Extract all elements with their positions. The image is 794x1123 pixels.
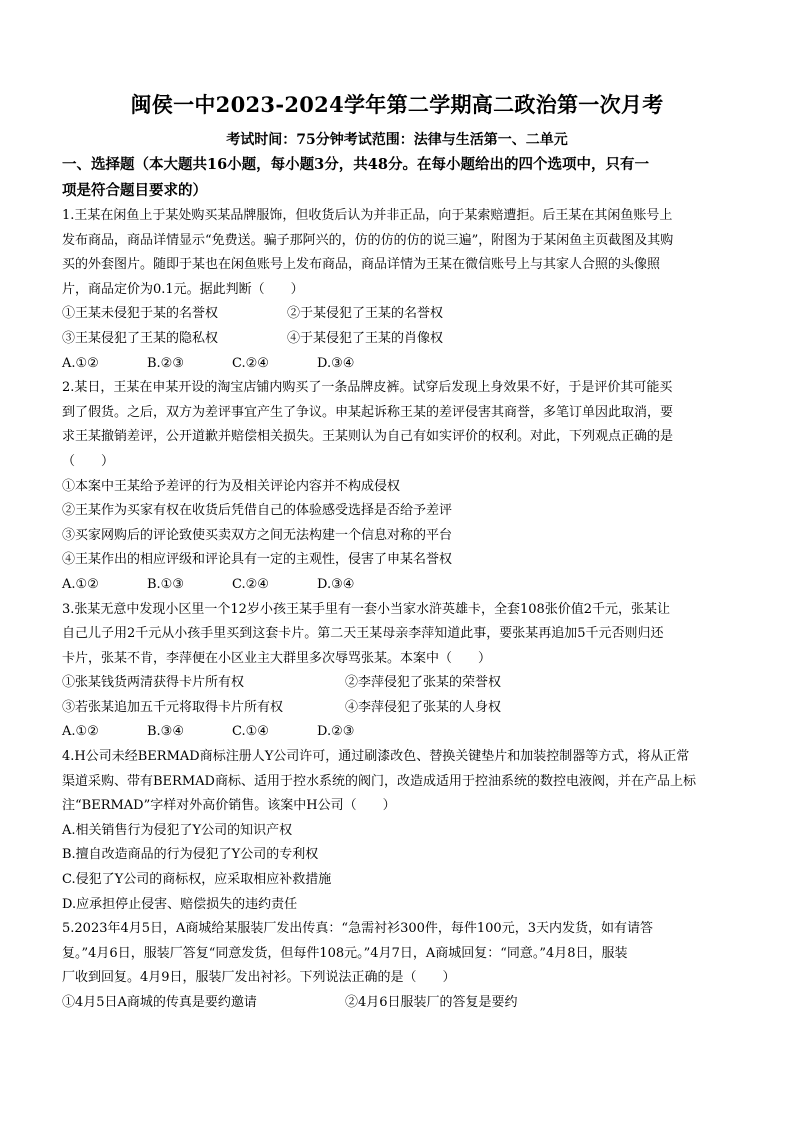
exam-info: 考试时间：75分钟考试范围：法律与生活第一、二单元	[226, 132, 568, 148]
answer-choice: C.①④	[232, 724, 269, 740]
statement-option: ③若张某追加五千元将取得卡片所有权	[62, 699, 284, 715]
statement-option: ④于某侵犯了王某的肖像权	[287, 330, 444, 346]
statement-row	[62, 671, 742, 696]
answer-choice: A.相关销售行为侵犯了Y公司的知识产权	[62, 822, 293, 838]
exam-content	[62, 152, 742, 1016]
statement-option: ①张某钱货两清获得卡片所有权	[62, 675, 245, 691]
question-line: 自己儿子用2千元从小孩手里买到这套卡片。第二天王某母亲李萍知道此事，要张某再追加5千元否则归还	[62, 626, 664, 642]
question-line: 5.2023年4月5日，A商城给某服装厂发出传真：“急需衬衫300件，每件100元，3天内发货，如有请答	[62, 921, 653, 937]
section-heading	[62, 152, 742, 204]
question-line: 1.王某在闲鱼上于某处购买某品牌服饰，但收货后认为并非正品，向于某索赔遭拒。后王某在其闲鱼账号上	[62, 208, 673, 223]
statement-row	[62, 991, 742, 1016]
statement-option: ③王某侵犯了王某的隐私权	[62, 330, 219, 346]
answer-choice: B.①③	[147, 576, 184, 592]
section-heading-line: 一、选择题（本大题共16小题，每小题3分，共48分。在每小题给出的四个选项中，只有一	[62, 156, 649, 173]
answer-choice: A.①②	[62, 724, 99, 740]
question-line: 卡片，张某不肯，李萍便在小区业主大群里多次辱骂张某。本案中（ ）	[62, 650, 492, 666]
statement-option: ②于某侵犯了王某的名誉权	[287, 306, 444, 322]
question-line: 复。”4月6日，服装厂答复“同意发货，但每件108元。”4月7日，A商城回复：“同意。”4月8日，服装	[62, 945, 628, 961]
statement-row	[62, 696, 742, 721]
question-line: 到了假货。之后，双方为差评事宜产生了争议。申某起诉称王某的差评侵害其商誉，多笔订单因此取消，要	[62, 404, 674, 420]
answer-choices	[62, 352, 742, 377]
statement-row	[62, 302, 742, 327]
question-5	[62, 917, 742, 1015]
page-title: 闽侯一中2023-2024学年第二学期高二政治第一次月考	[130, 92, 664, 117]
statement-row	[62, 327, 742, 352]
question-line: 2.某日，王某在申某开设的淘宝店铺内购买了一条品牌皮裤。试穿后发现上身效果不好，于是评价其可能买	[62, 380, 673, 396]
question-2	[62, 376, 742, 597]
question-1	[62, 204, 742, 376]
statement-option: ④李萍侵犯了张某的人身权	[345, 699, 502, 715]
answer-choice: D.③④	[317, 355, 355, 371]
question-line: 买的外套图片。随即于某也在闲鱼账号上发布商品，商品详情为王某在微信账号上与其家人合照的头像照	[62, 257, 661, 273]
statement-option: ①本案中王某给予差评的行为及相关评论内容并不构成侵权	[62, 478, 401, 494]
question-3	[62, 598, 742, 746]
answer-choice: A.①②	[62, 355, 99, 371]
answer-choice: D.②③	[317, 724, 355, 740]
answer-choice: A.①②	[62, 576, 99, 592]
answer-choice: D.应承担停止侵害、赔偿损失的违约责任	[62, 896, 298, 912]
section-heading-line: 项是符合题目要求的）	[62, 182, 207, 199]
question-line: 厂收到回复。4月9日，服装厂发出衬衫。下列说法正确的是（ ）	[62, 970, 456, 986]
statement-option: ②王某作为买家有权在收货后凭借自己的体验感受选择是否给予差评	[62, 503, 453, 519]
answer-choice: C.侵犯了Y公司的商标权，应采取相应补救措施	[62, 872, 332, 888]
answer-choices	[62, 720, 742, 745]
answer-choice: C.②④	[232, 355, 269, 371]
question-line: （ ）	[62, 453, 115, 469]
answer-choice: C.②④	[232, 576, 269, 592]
question-line: 渠道采购、带有BERMAD商标、适用于控水系统的阀门，改造成适用于控油系统的数控电液阀，并在产品上标	[62, 773, 696, 789]
question-line: 注“BERMAD”字样对外高价销售。该案中H公司（ ）	[62, 798, 396, 814]
answer-choice: D.③④	[317, 576, 355, 592]
question-4	[62, 745, 742, 917]
statement-option: ①4月5日A商城的传真是要约邀请	[62, 995, 257, 1010]
statement-option: ④王某作出的相应评级和评论具有一定的主观性，侵害了申某名誉权	[62, 552, 453, 568]
answer-choice: B.③④	[147, 724, 184, 740]
statement-option: ②4月6日服装厂的答复是要约	[345, 995, 518, 1010]
question-line: 3.张某无意中发现小区里一个12岁小孩王某手里有一套小当家水浒英雄卡，全套108张价值2千元，张某让	[62, 601, 671, 617]
answer-choice: B.擅自改造商品的行为侵犯了Y公司的专利权	[62, 847, 319, 863]
question-line: 片，商品定价为0.1元。据此判断（ ）	[62, 281, 304, 297]
statement-option: ③买家网购后的评论致使买卖双方之间无法构建一个信息对称的平台	[62, 527, 453, 543]
question-line: 求王某撤销差评，公开道歉并赔偿相关损失。王某则认为自己有如实评价的权利。对此，下列观点正确的是	[62, 429, 674, 445]
statement-option: ②李萍侵犯了张某的荣誉权	[345, 675, 502, 691]
statement-option: ①王某未侵犯于某的名誉权	[62, 306, 219, 322]
answer-choices	[62, 573, 742, 598]
question-line: 发布商品，商品详情显示“免费送。骗子那阿兴的，仿的仿的仿的说三遍”，附图为于某闲鱼主页截图及其购	[62, 232, 674, 248]
answer-choice: B.②③	[147, 355, 184, 371]
question-line: 4.H公司未经BERMAD商标注册人Y公司许可，通过刷漆改色、替换关键垫片和加装控制器等方式，将从正常	[62, 749, 690, 765]
